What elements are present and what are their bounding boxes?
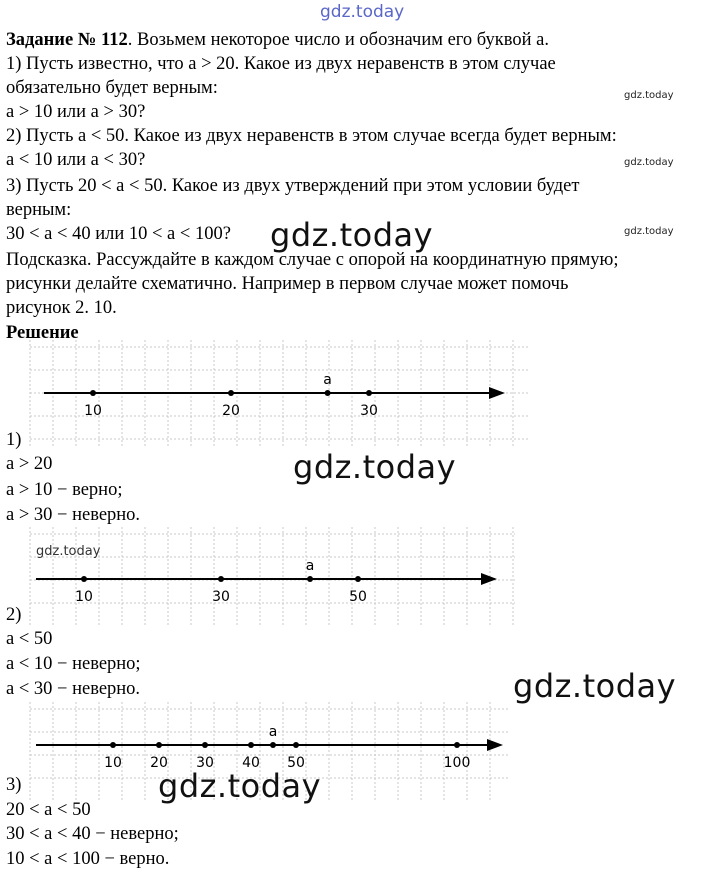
- part-3-result-2: 10 < a < 100 − верно.: [6, 849, 170, 869]
- part-1-condition: a > 20: [6, 454, 53, 474]
- variable-label: a: [323, 372, 332, 388]
- part-2-number: 2): [6, 605, 22, 625]
- variable-point: [325, 390, 331, 396]
- tick-point: [366, 390, 372, 396]
- tick-point: [202, 742, 208, 748]
- tick-point: [228, 390, 234, 396]
- question-1-line-2: обязательно будет верным:: [6, 78, 218, 98]
- tick-label: 30: [360, 403, 378, 419]
- variable-point: [307, 576, 313, 582]
- tick-point: [355, 576, 361, 582]
- question-3-line-2: верным:: [6, 200, 72, 220]
- axis-arrow: [489, 387, 505, 399]
- tick-label: 10: [84, 403, 102, 419]
- tick-point: [110, 742, 116, 748]
- watermark-large-2: gdz.today: [293, 448, 457, 486]
- tick-label: 20: [150, 755, 168, 771]
- watermark-large-3: gdz.today: [513, 667, 677, 705]
- question-1-line-1: 1) Пусть известно, что a > 20. Какое из двух неравенств в этом случае: [6, 54, 556, 74]
- hint-line-2: рисунки делайте схематично. Например в первом случае может помочь: [6, 274, 569, 294]
- watermark-small-4: gdz.today: [36, 544, 101, 559]
- question-3-line-1: 3) Пусть 20 < a < 50. Какое из двух утверждений при этом условии будет: [6, 176, 580, 196]
- variable-label: a: [268, 724, 278, 740]
- tick-label: 20: [222, 403, 240, 419]
- part-1-result-1: a > 10 − верно;: [6, 480, 123, 500]
- tick-point: [454, 742, 460, 748]
- tick-point: [248, 742, 254, 748]
- tick-label: 50: [349, 589, 367, 605]
- part-1-number: 1): [6, 430, 22, 450]
- hint-line-1: Подсказка. Рассуждайте в каждом случае с опорой на координатную прямую;: [6, 250, 619, 270]
- tick-label: 10: [104, 755, 122, 771]
- tick-point: [218, 576, 224, 582]
- number-line-3: [0, 702, 723, 802]
- part-1-result-2: a > 30 − неверно.: [6, 505, 141, 525]
- watermark-small-3: gdz.today: [624, 226, 674, 237]
- tick-label: 30: [212, 589, 230, 605]
- watermark-large-1: gdz.today: [270, 216, 434, 254]
- number-line-2: [0, 527, 723, 627]
- tick-point: [293, 742, 299, 748]
- tick-label: 100: [443, 755, 471, 771]
- question-2-line-2: a < 10 или a < 30?: [6, 150, 146, 170]
- question-3-line-3: 30 < a < 40 или 10 < a < 100?: [6, 224, 231, 244]
- variable-label: a: [305, 558, 315, 574]
- question-2-line-1: 2) Пусть a < 50. Какое из двух неравенств в этом случае всегда будет верным:: [6, 126, 617, 146]
- part-2-result-1: a < 10 − неверно;: [6, 654, 141, 674]
- watermark-small-2: gdz.today: [624, 157, 674, 168]
- tick-label: 10: [75, 589, 93, 605]
- tick-label: 40: [242, 755, 260, 771]
- watermark-large-4: gdz.today: [158, 767, 322, 805]
- axis-arrow: [487, 739, 503, 751]
- part-3-condition: 20 < a < 50: [6, 800, 91, 820]
- task-header: Задание № 112: [6, 30, 128, 50]
- part-3-number: 3): [6, 775, 22, 795]
- variable-point: [270, 742, 276, 748]
- tick-label: 50: [287, 755, 305, 771]
- tick-point: [81, 576, 87, 582]
- watermark-small-1: gdz.today: [624, 90, 674, 101]
- tick-label: 30: [196, 755, 214, 771]
- task-intro-line: [6, 28, 549, 52]
- watermark-top: gdz.today: [320, 2, 405, 22]
- tick-point: [90, 390, 96, 396]
- hint-line-3: рисунок 2. 10.: [6, 298, 117, 318]
- part-2-condition: a < 50: [6, 629, 53, 649]
- axis-arrow: [481, 573, 497, 585]
- question-1-line-3: a > 10 или a > 30?: [6, 102, 146, 122]
- number-line-1: [0, 340, 723, 450]
- solution-heading: Решение: [6, 323, 79, 343]
- tick-point: [156, 742, 162, 748]
- task-intro: . Возьмем некоторое число и обозначим его буквой a.: [127, 30, 549, 50]
- part-2-result-2: a < 30 − неверно.: [6, 679, 141, 699]
- part-3-result-1: 30 < a < 40 − неверно;: [6, 824, 179, 844]
